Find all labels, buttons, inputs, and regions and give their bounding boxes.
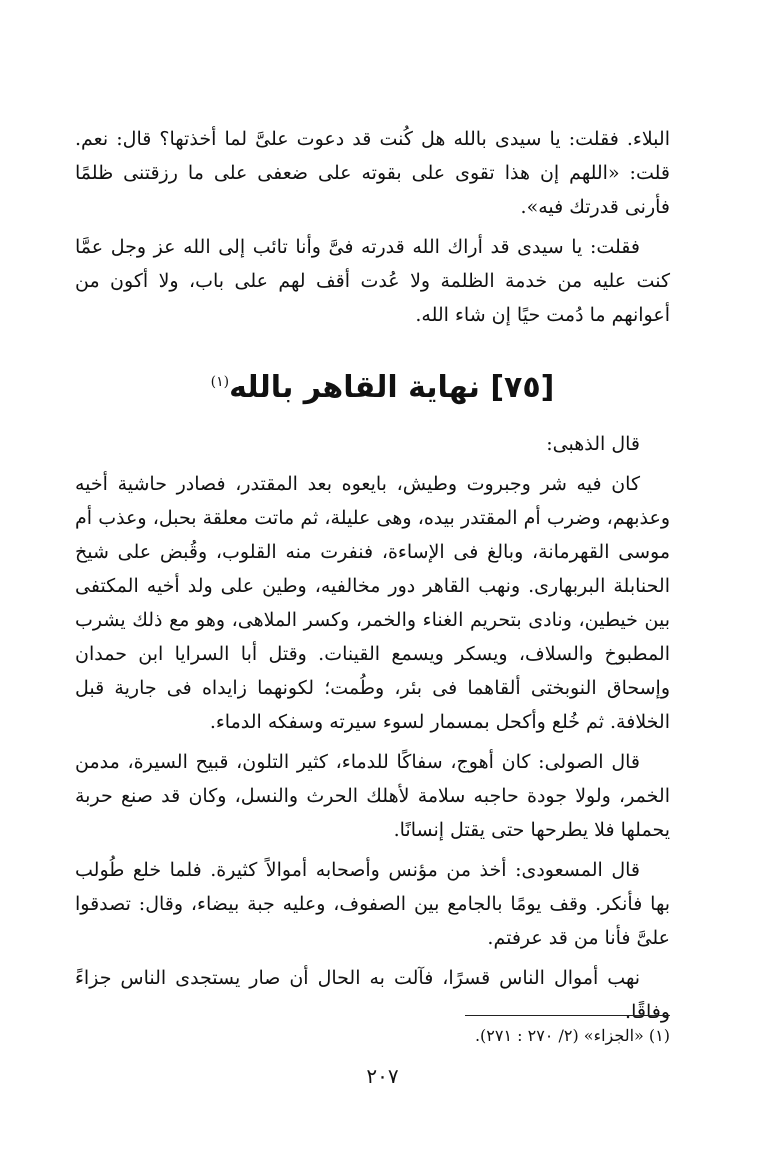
paragraph-main-4: قال المسعودى: أخذ من مؤنس وأصحابه أموالاً كثيرة. فلما خلع طُولب بها فأنكر. وقف يومًا بالجامع بين الصفوف، وعليه جبة بيضاء، وقال: تصدقوا علىَّ فأنا من قد عرفتم. [75,859,670,949]
footnote: (١) «الجزاء» (٢/ ٢٧٠ : ٢٧١). [474,1026,670,1045]
main-text-block [75,427,670,1035]
paragraph-main-5: نهب أموال الناس قسرًا، فآلت به الحال أن صار يستجدى الناس جزاءً وفاقًا. [75,967,670,1023]
paragraph-main-1: قال الذهبى: [546,433,640,455]
heading-footnote-ref: (١) [210,374,230,390]
section-heading [200,362,565,408]
page-number: ٢٠٧ [366,1064,399,1088]
paragraph-top-1: البلاء. فقلت: يا سيدى بالله هل كُنت قد دعوت علىَّ لما أخذتها؟ قال: نعم. قلت: «اللهم إن هذا تقوى على بقوته على ضعفى على ما رزقتنى ظلمًا فأرنى قدرتك فيه». [75,128,670,218]
top-text-block [75,122,670,338]
paragraph-top-2: فقلت: يا سيدى قد أراك الله قدرته فىَّ وأنا تائب إلى الله عز وجل عمَّا كنت عليه من خدمة الظلمة ولا عُدت أقف لهم على باب، ولا أكون من أعوانهم ما دُمت حيًا إن شاء الله. [75,236,670,326]
paragraph-main-2: كان فيه شر وجبروت وطيش، بايعوه بعد المقتدر، فصادر حاشية أخيه وعذبهم، وضرب أم المقتدر بيده، وهى عليلة، ثم ماتت معلقة بحبل، وعذب أم موسى القهرمانة، وبالغ فى الإساءة، فنفرت منه القلوب، وقُبض على شيخ الحنابلة البربهارى. ونهب القاهر دور مخالفيه، وطين على ولد أخيه المكتفى بين خيطين، ونادى بتحريم الغناء والخمر، وكسر الملاهى، وهو مع ذلك يشرب المطبوخ والسلاف، ويسكر ويسمع القينات. وقتل أبا السرايا ابن حمدان وإسحاق النوبختى ألقاهما فى بئر، وطُمت؛ لكونهما زايداه فى جارية قبل الخلافة. ثم خُلع وأكحل بمسمار لسوء سيرته وسفكه الدماء. [75,473,670,733]
section-heading-title: [٧٥] نهاية القاهر بالله [229,370,555,405]
footnote-divider [465,1015,670,1016]
paragraph-main-3: قال الصولى: كان أهوج، سفاكًا للدماء، كثير التلون، قبيح السيرة، مدمن الخمر، ولولا جودة حاجبه سلامة لأهلك الحرث والنسل، وكان قد صنع حربة يحملها فلا يطرحها حتى يقتل إنسانًا. [75,751,670,841]
